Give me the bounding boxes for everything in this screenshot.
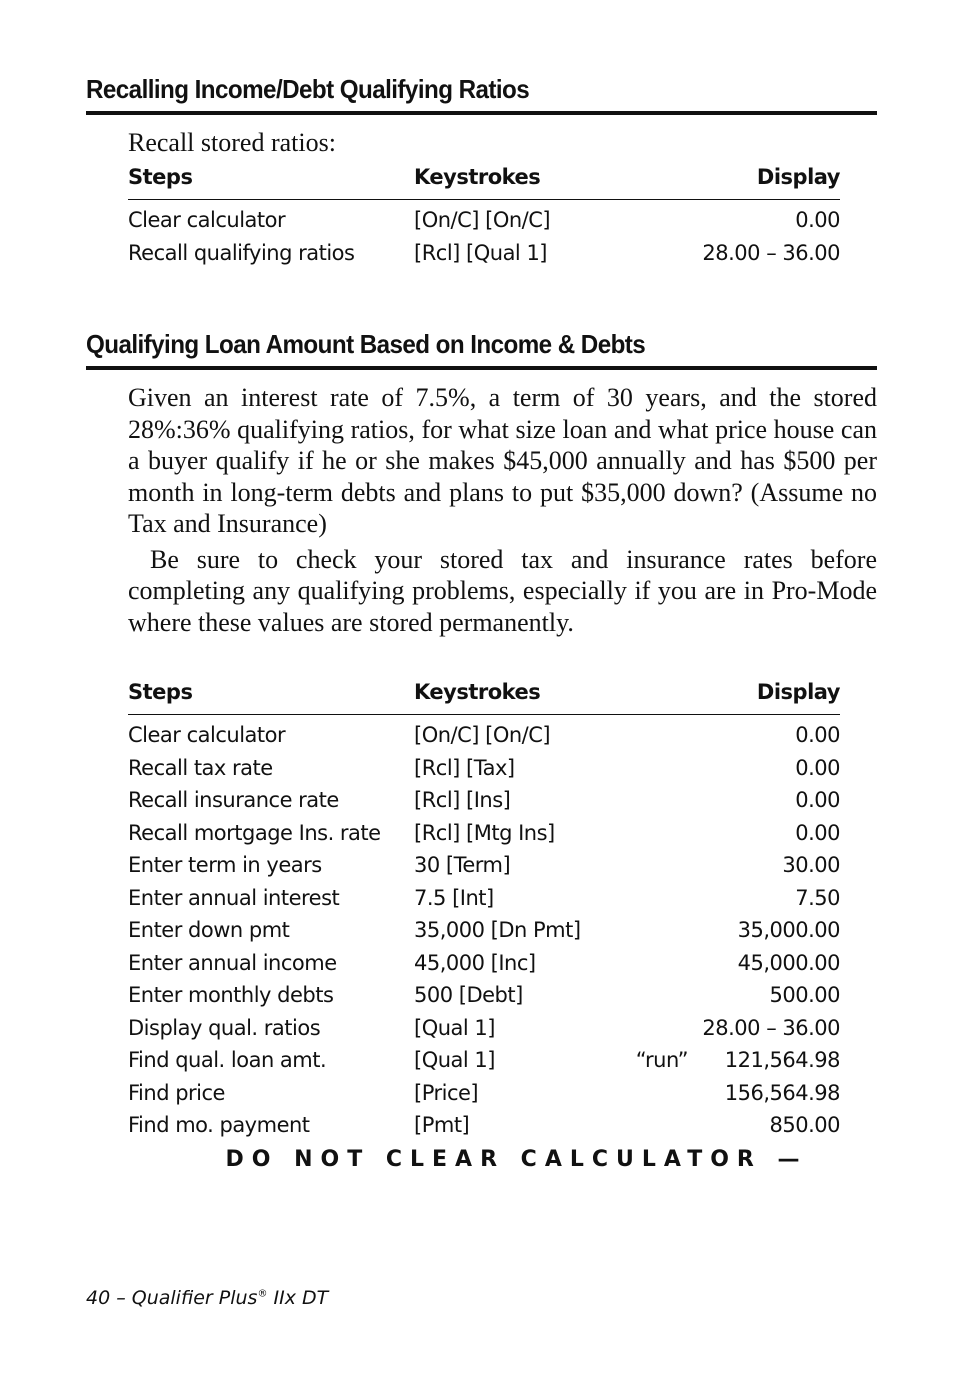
display-cell: 850.00 bbox=[769, 1113, 840, 1137]
display-cell: 500.00 bbox=[769, 983, 840, 1007]
section1-intro bbox=[128, 127, 877, 159]
registered-mark: ® bbox=[257, 1288, 268, 1300]
step-cell: Clear calculator bbox=[128, 723, 286, 747]
section1-table bbox=[128, 163, 840, 273]
step-cell: Clear calculator bbox=[128, 208, 286, 232]
display-cell: 0.00 bbox=[795, 723, 840, 747]
section2-table-header bbox=[128, 678, 840, 715]
display-cell: 28.00 – 36.00 bbox=[702, 240, 840, 265]
table-row bbox=[128, 1113, 840, 1146]
display-cell: 156,564.98 bbox=[724, 1080, 840, 1105]
display-cell: 0.00 bbox=[795, 755, 840, 780]
footer-text: 40 – Qualifier Plus bbox=[86, 1287, 258, 1309]
step-cell: Recall insurance rate bbox=[128, 788, 339, 812]
table-row bbox=[128, 208, 840, 241]
step-cell: Enter annual interest bbox=[128, 885, 340, 910]
do-not-clear-banner: DO NOT CLEAR CALCULATOR — bbox=[225, 1147, 808, 1172]
display-cell: 7.50 bbox=[795, 885, 840, 910]
header-display: Display bbox=[756, 680, 840, 704]
table-row bbox=[128, 1016, 840, 1049]
table-row bbox=[128, 983, 840, 1016]
section2-body bbox=[128, 382, 877, 638]
step-cell: Find price bbox=[128, 1080, 225, 1105]
display-cell: 35,000.00 bbox=[737, 918, 840, 942]
keys-cell: [On/C] [On/C] bbox=[414, 208, 551, 232]
step-cell: Find mo. payment bbox=[128, 1113, 310, 1137]
table-row bbox=[128, 886, 840, 919]
section2-table bbox=[128, 678, 840, 1146]
section1-intro-text: Recall stored ratios: bbox=[128, 128, 336, 157]
step-cell: Recall tax rate bbox=[128, 755, 273, 780]
keys-cell: 45,000 [Inc] bbox=[414, 950, 536, 975]
step-cell: Enter annual income bbox=[128, 950, 337, 975]
display-cell: 28.00 – 36.00 bbox=[702, 1015, 840, 1040]
section2-rule bbox=[86, 366, 877, 370]
display-cell: 30.00 bbox=[782, 853, 840, 877]
section1-table-header bbox=[128, 163, 840, 200]
keys-cell: [Rcl] [Tax] bbox=[414, 755, 515, 780]
display-cell: 121,564.98 bbox=[724, 1048, 840, 1072]
run-note: “run” bbox=[635, 1048, 688, 1072]
keys-cell: [Qual 1] bbox=[414, 1048, 495, 1072]
keys-cell: 30 [Term] bbox=[414, 853, 511, 877]
keys-cell: 35,000 [Dn Pmt] bbox=[414, 918, 581, 942]
table-row bbox=[128, 788, 840, 821]
keys-cell: [Rcl] [Qual 1] bbox=[414, 240, 547, 265]
step-cell: Enter monthly debts bbox=[128, 983, 334, 1007]
header-keystrokes: Keystrokes bbox=[414, 165, 541, 189]
header-display: Display bbox=[756, 165, 840, 189]
step-cell: Display qual. ratios bbox=[128, 1015, 321, 1040]
keys-cell: [Price] bbox=[414, 1080, 479, 1105]
section2-paragraph-1: Given an interest rate of 7.5%, a term of 30 years, and the stored 28%:36% qualifying ratios, for what size loan and what price house can a buyer qualify if he or she makes $45,000 annually and has $500 per month in long-term debts and plans to put $35,000 down? (Assume no Tax and Insurance) bbox=[128, 383, 877, 538]
table-row bbox=[128, 1048, 840, 1081]
footer-model: IIx DT bbox=[267, 1287, 329, 1309]
header-steps: Steps bbox=[128, 165, 193, 189]
step-cell: Recall mortgage Ins. rate bbox=[128, 820, 381, 845]
keys-cell: 500 [Debt] bbox=[414, 983, 523, 1007]
step-cell: Recall qualifying ratios bbox=[128, 240, 355, 265]
table-row bbox=[128, 918, 840, 951]
header-steps: Steps bbox=[128, 680, 193, 704]
step-cell: Enter term in years bbox=[128, 853, 322, 877]
table-row bbox=[128, 756, 840, 789]
table-row bbox=[128, 1081, 840, 1114]
keys-cell: [Pmt] bbox=[414, 1113, 470, 1137]
step-cell: Find qual. loan amt. bbox=[128, 1048, 327, 1072]
header-keystrokes: Keystrokes bbox=[414, 680, 541, 704]
section1-rule bbox=[86, 111, 877, 115]
table-row bbox=[128, 853, 840, 886]
display-cell: 0.00 bbox=[795, 820, 840, 845]
page-footer bbox=[86, 1287, 328, 1309]
table-row bbox=[128, 821, 840, 854]
keys-cell: 7.5 [Int] bbox=[414, 885, 494, 910]
display-cell: 0.00 bbox=[795, 788, 840, 812]
keys-cell: [On/C] [On/C] bbox=[414, 723, 551, 747]
display-cell: 45,000.00 bbox=[737, 950, 840, 975]
section2-heading: Qualifying Loan Amount Based on Income & Debts bbox=[86, 329, 646, 359]
keys-cell: [Rcl] [Ins] bbox=[414, 788, 511, 812]
table-row bbox=[128, 723, 840, 756]
keys-cell: [Rcl] [Mtg Ins] bbox=[414, 820, 555, 845]
display-cell: 0.00 bbox=[795, 208, 840, 232]
keys-cell: [Qual 1] bbox=[414, 1015, 495, 1040]
table-row bbox=[128, 951, 840, 984]
section2-paragraph-2: Be sure to check your stored tax and insurance rates before completing any qualifying problems, especially if you are in Pro-Mode where these values are stored permanently. bbox=[128, 544, 877, 637]
step-cell: Enter down pmt bbox=[128, 918, 290, 942]
table-row bbox=[128, 241, 840, 274]
section1-heading: Recalling Income/Debt Qualifying Ratios bbox=[86, 74, 530, 104]
